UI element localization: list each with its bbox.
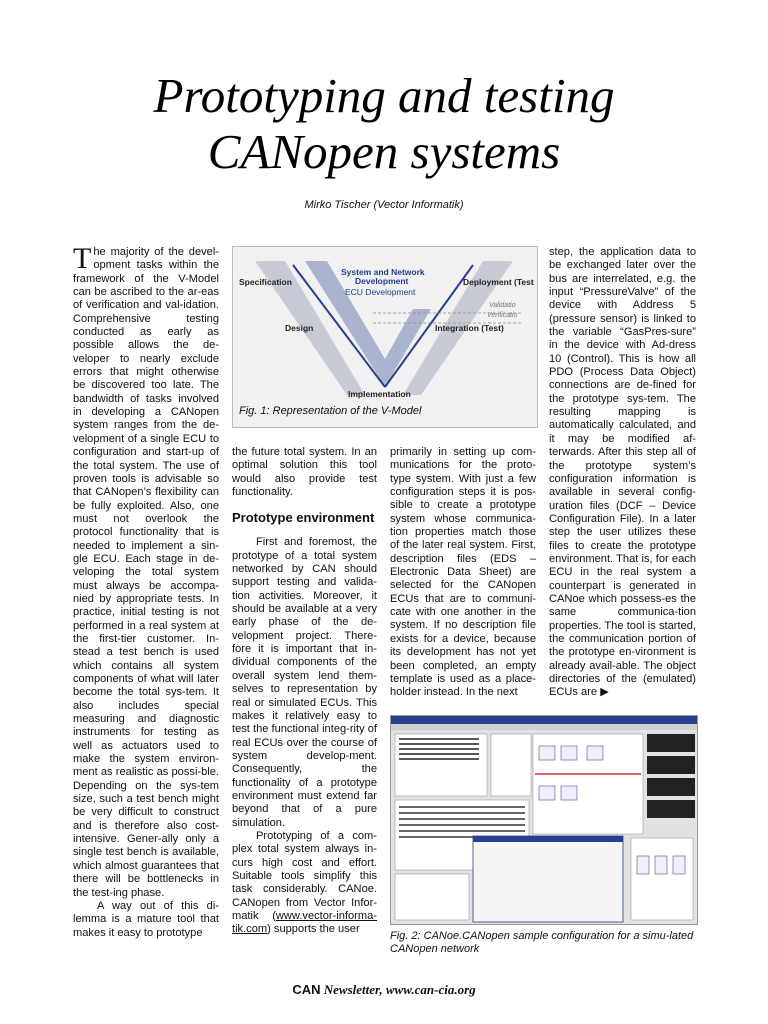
figure-canoe-screenshot <box>390 715 698 925</box>
window-menubar <box>391 724 697 730</box>
author-byline: Mirko Tischer (Vector Informatik) <box>304 199 464 211</box>
can-logo: CAN <box>292 982 321 997</box>
label-verification: Verificatio <box>487 312 518 319</box>
article-title <box>0 68 768 180</box>
title-line-1: Prototyping and testing <box>153 68 615 123</box>
column-1 <box>73 242 219 940</box>
paragraph-first: First and foremost, the prototype of a total system networked by CAN should support testing and valida-tion activities. Moreover, it should be available at a very early phase of the de-velopment project. There-fore it is important that in-dividual components of the overall system lend them-selves to representation by real or simulated ECUs. This makes it relatively easy to test the functional integ-rity of real ECUs over the course of system develop-ment. Consequently, the functionality of a prototype environment must extend far beyond that of a pure simulation. <box>232 536 377 829</box>
paragraph-communications: primarily in setting up com-munications for the proto-type system. With just a few configuration steps it is pos-sible to create a prototype system whose communica-tion properties match those of the later real system. First, description files (EDS – Electronic Data Sheet) are selected for the CANopen ECUs that are to communi-cate with one another in the system. If no description file exists for a device, because its development has not yet been completed, an empty template is used as a place-holder instead. In the next <box>390 446 536 699</box>
paragraph-step <box>549 246 696 700</box>
settings-window <box>395 874 469 920</box>
panel-display-1 <box>647 734 695 752</box>
canoe-screenshot-graphic <box>391 716 697 924</box>
label-system-network: System and Network <box>341 267 425 277</box>
label-implementation: Implementation <box>348 389 411 399</box>
column-2 <box>232 446 377 937</box>
prototyping-text-a: Prototyping of a com-plex total system always in-curs high cost and effort. Suitable tools simplify this task considerably. CANoe. CANopen from Vector Infor-matik ( <box>232 829 377 922</box>
drop-cap: T <box>73 242 92 275</box>
panel-display-2 <box>647 756 695 774</box>
vector-link[interactable]: www.vector-informa-tik.com <box>232 910 377 936</box>
prototyping-text-b: ) supports the user <box>267 923 360 936</box>
label-ecu-development: ECU Development <box>345 287 416 297</box>
device-boxes <box>637 856 685 874</box>
column-4 <box>549 246 696 700</box>
heading-prototype-environment: Prototype environment <box>232 510 375 526</box>
window-titlebar <box>391 716 697 724</box>
figure-v-model <box>232 246 538 428</box>
panel-display-3 <box>647 778 695 796</box>
device-view <box>631 838 693 920</box>
paragraph-intro <box>73 242 219 900</box>
intro-text: he majority of the devel-opment tasks within the framework of the V-Model can be ascribed to the ar-eas of verification and val-idation. Comprehensive testing conducted as early as possible allows the de-veloper to nearly exclude errors that might otherwise be discovered too late. The bandwidth of tasks involved in developing a CANopen system ranges from the de-velopment of a single ECU to configuration and start-up of the total system. The use of proven tools is advisable so that CANopen’s flexibility can be fully exploited. Also, one must not overlook the protocol functionality that is needed to implement a sin-gle ECU. Each stage in de-veloping the total system must always be accompa-nied by appropriate tests. In practice, initial testing is not performed in a real system at the first-tier customer. In-stead a test bench is used which contains all system components of what will later become the total sys-tem. It also includes special measuring and diagnostic instruments for testing as well as actuators used to make the system environ-ment as realistic as possi-ble. Depending on the sys-tem size, such a test bench might be very difficult to construct and is therefore also cost-intensive. Gener-ally only a single test bench is available, which almost guarantees that there will be bottlenecks in the test-ing phase. <box>73 246 219 899</box>
paragraph-prototyping <box>232 830 377 937</box>
configuration-dialog <box>473 836 623 922</box>
panel-display-4 <box>647 800 695 818</box>
figure-2-caption: Fig. 2: CANoe.CANopen sample configuration for a simu-lated CANopen network <box>390 930 694 955</box>
label-deployment: Deployment (Test <box>463 277 534 287</box>
continue-arrow-icon: ▶ <box>600 686 609 699</box>
page-footer <box>0 982 768 998</box>
label-integration: Integration (Test) <box>435 323 504 333</box>
footer-text: Newsletter, www.can-cia.org <box>320 982 476 997</box>
step-text: step, the application data to be exchanged later over the bus are interrelated, e.g. the input “PressureValve” of the device with Address 5 (pressure sensor) is linked to the variable “GasPres-sure” in the device with Ad-dress 10 (Control). This is how all PDO (Process Data Object) connections are de-fined for the prototype sys-tem. The resulting mapping is automatically calculated, and it may be modified af-terwards. After this step all of the prototype system’s configuration information is available in several config-uration files (DCF – Device Configuration File). In a later step the user utilizes these files to create the prototype environment. That is, for each ECU in the real system a counterpart is generated in CANoe which possess-es the same communica-tion properties. The tool is started, the communication portion of the prototype en-vironment is already avail-able. The object directories of the (emulated) ECUs are <box>549 246 696 699</box>
label-system-network-2: Development <box>355 276 409 286</box>
config-tree <box>491 734 531 796</box>
figure-1-caption: Fig. 1: Representation of the V-Model <box>239 405 422 417</box>
dialog-titlebar <box>473 836 623 842</box>
paragraph-dilemma: A way out of this di-lemma is a mature tool that makes it easy to prototype <box>73 899 219 939</box>
label-design: Design <box>285 323 314 333</box>
paragraph-future: the future total system. In an optimal solution this tool would also provide test functionality. <box>232 446 377 499</box>
label-specification: Specification <box>239 277 292 287</box>
title-line-2: CANopen systems <box>207 124 561 179</box>
column-3 <box>390 446 536 700</box>
label-validation: Validatio <box>489 302 516 309</box>
